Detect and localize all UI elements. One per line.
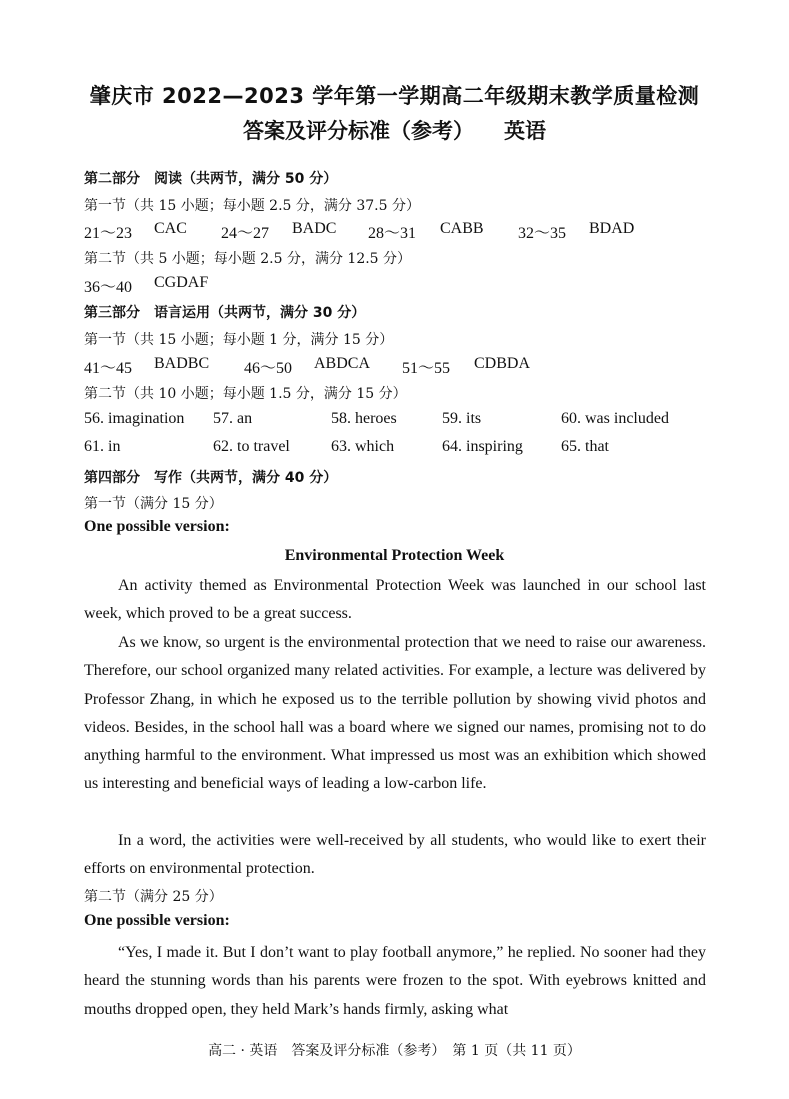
grammar-number: 62. [213, 438, 233, 455]
grammar-item [442, 438, 523, 456]
grammar-answer: that [585, 438, 609, 455]
grammar-number: 61. [84, 438, 104, 455]
essay-paragraph-3: In a word, the activities were well-received by all students, who would like to exert their efforts on environmental protection. [84, 832, 706, 878]
grammar-item [84, 438, 120, 456]
grammar-item [561, 438, 609, 456]
answer-value: CAC [154, 220, 187, 237]
subtitle-subject: 英语 [504, 119, 546, 143]
grammar-number: 64. [442, 438, 462, 455]
answer-value: BADC [292, 220, 337, 237]
grammar-number: 59. [442, 410, 462, 427]
answer-range: 28～31 [368, 225, 417, 242]
part2-sec2-heading: 第二节（共 5 小题；每小题 2.5 分，满分 12.5 分） [84, 251, 412, 267]
answer-range: 24～27 [221, 225, 270, 242]
grammar-number: 65. [561, 438, 581, 455]
grammar-item [213, 410, 252, 428]
version-label: One possible version: [84, 518, 230, 535]
part4-sec2-heading: 第二节（满分 25 分） [84, 889, 223, 905]
grammar-item [84, 410, 184, 428]
grammar-number: 56. [84, 410, 104, 427]
answer-value: CABB [440, 220, 484, 237]
grammar-item [331, 438, 394, 456]
essay-title: Environmental Protection Week [284, 547, 505, 564]
grammar-item [331, 410, 397, 428]
document-subtitle [0, 115, 789, 145]
answer-value: BADBC [154, 355, 210, 372]
part2-sec1-heading: 第一节（共 15 小题；每小题 2.5 分，满分 37.5 分） [84, 198, 420, 214]
part4-heading: 第四部分 写作（共两节，满分 40 分） [84, 470, 338, 486]
story-paragraph: “Yes, I made it. But I don’t want to play football anymore,” he replied. No sooner had they heard the stunning words than his parents were frozen to the spot. With eyebrows knitted and mouths dropped open, they held Mark’s hands firmly, asking what [84, 944, 706, 1018]
version-label: One possible version: [84, 912, 230, 929]
answer-range: 46～50 [244, 360, 293, 377]
grammar-answer: inspiring [466, 438, 523, 455]
answer-value: CGDAF [154, 274, 209, 291]
grammar-number: 57. [213, 410, 233, 427]
answer-range: 21～23 [84, 225, 133, 242]
answer-range: 51～55 [402, 360, 451, 377]
part2-heading: 第二部分 阅读（共两节，满分 50 分） [84, 171, 338, 187]
part3-heading: 第三部分 语言运用（共两节，满分 30 分） [84, 305, 366, 321]
grammar-answer: in [108, 438, 121, 455]
grammar-answer: to travel [237, 438, 290, 455]
part4-sec1-heading: 第一节（满分 15 分） [84, 496, 223, 512]
part3-sec1-heading: 第一节（共 15 小题；每小题 1 分，满分 15 分） [84, 332, 394, 348]
answer-value: ABDCA [314, 355, 371, 372]
answer-range: 41～45 [84, 360, 133, 377]
essay-paragraph-1: An activity themed as Environmental Protection Week was launched in our school last week, which proved to be a great success. [84, 577, 706, 623]
grammar-answer: heroes [355, 410, 397, 427]
grammar-item [213, 438, 290, 456]
grammar-number: 60. [561, 410, 581, 427]
subtitle-answer-key: 答案及评分标准（参考） [243, 119, 474, 143]
grammar-answer: its [466, 410, 482, 427]
part3-sec2-heading: 第二节（共 10 小题；每小题 1.5 分，满分 15 分） [84, 386, 407, 402]
answer-range: 36～40 [84, 279, 133, 296]
grammar-answer: imagination [108, 410, 185, 427]
essay-paragraph-2: As we know, so urgent is the environmental protection that we need to raise our awareness. Therefore, our school organized many related activities. For example, a lecture was delivered by Professor Zhang, in which he exposed us to the terrible pollution by showing vivid photos and videos. Besides, in the school hall was a board where we signed our names, promising not to do anything harmful to the environment. What impressed us most was an exhibition which showed us interesting and beneficial ways of leading a low-carbon life. [84, 634, 706, 793]
grammar-answer: an [237, 410, 253, 427]
grammar-item [561, 410, 669, 428]
answer-value: CDBDA [474, 355, 531, 372]
answer-value: BDAD [589, 220, 635, 237]
grammar-item [442, 410, 481, 428]
grammar-number: 63. [331, 438, 351, 455]
page-footer: 高二 · 英语 答案及评分标准（参考） 第 1 页（共 11 页） [208, 1043, 581, 1059]
answer-range: 32～35 [518, 225, 567, 242]
grammar-answer: which [355, 438, 395, 455]
grammar-answer: was included [585, 410, 669, 427]
document-title: 肇庆市 2022—2023 学年第一学期高二年级期末教学质量检测 [89, 84, 700, 108]
grammar-number: 58. [331, 410, 351, 427]
